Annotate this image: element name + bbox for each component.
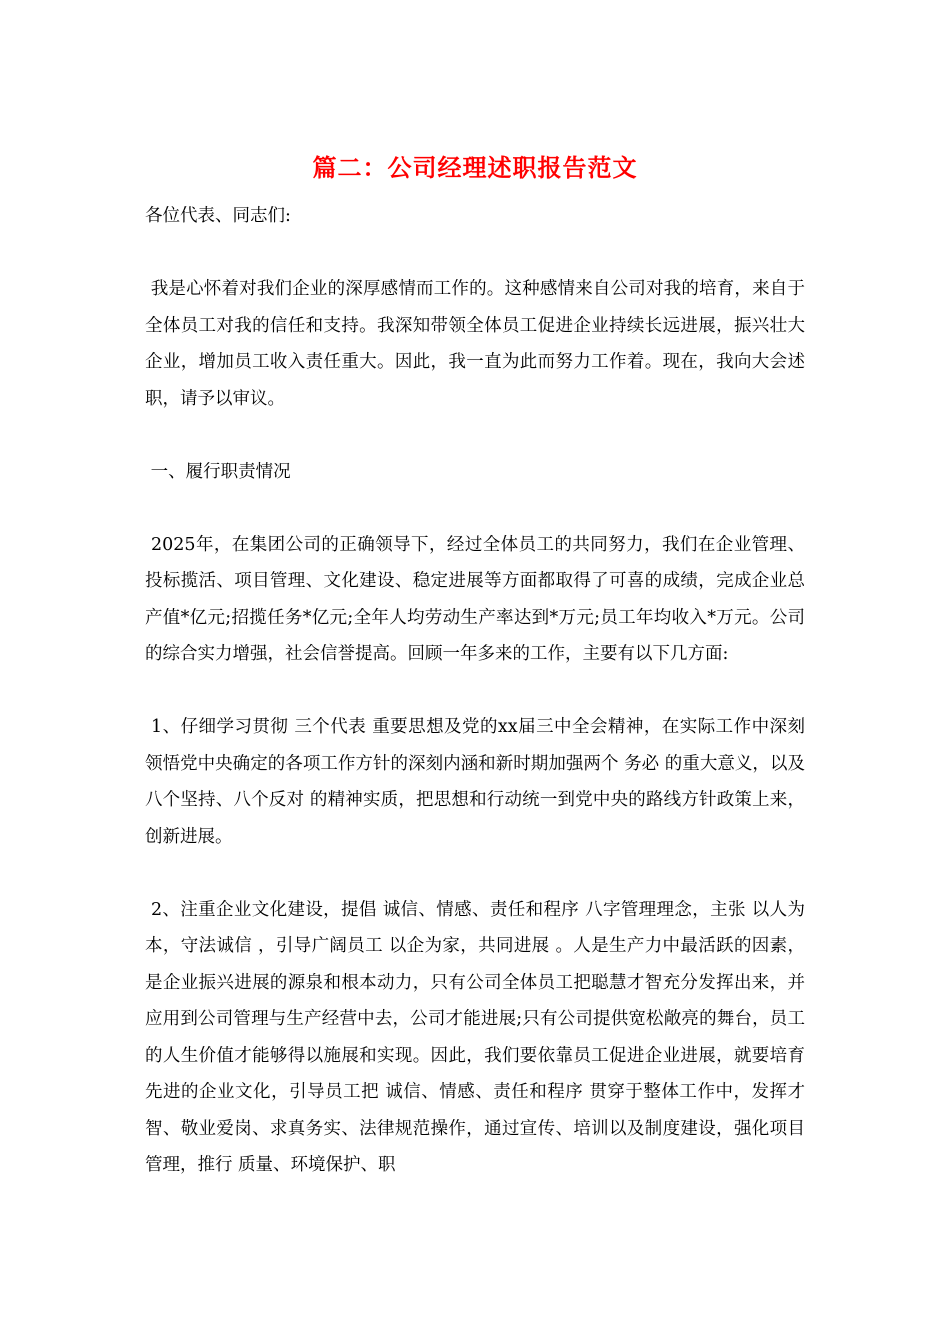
document-title: 篇二：公司经理述职报告范文 [312,153,638,182]
paragraph-gap [145,235,805,272]
document-body [145,198,811,1184]
greeting: 各位代表、同志们: [145,206,291,226]
paragraph-intro: 我是心怀着对我们企业的深厚感情而工作的。这种感情来自公司对我的培育，来自于全体员工对我的信任和支持。我深知带领全体员工促进企业持续长远进展，振兴壮大企业，增加员工收入责任重大。因此，我一直为此而努力工作着。现在，我向大会述职，请予以审议。 [145,279,805,409]
paragraph-gap [145,855,805,892]
paragraph-point-1: 1、仔细学习贯彻 三个代表 重要思想及党的xx届三中全会精神，在实际工作中深刻领悟党中央确定的各项工作方针的深刻内涵和新时期加强两个 务必 的重大意义，以及 八个坚持、八个反对 的精神实质，把思想和行动统一到党中央的路线方针政策上来，创新进展。 [145,717,811,847]
paragraph-gap [145,490,805,527]
paragraph-achievements: 2025年，在集团公司的正确领导下，经过全体员工的共同努力，我们在企业管理、投标揽活、项目管理、文化建设、稳定进展等方面都取得了可喜的成绩，完成企业总产值*亿元;招揽任务*亿元;全年人均劳动生产率达到*万元;员工年均收入*万元。公司的综合实力增强，社会信誉提高。回顾一年多来的工作，主要有以下几方面: [145,534,805,664]
paragraph-gap [145,673,805,710]
paragraph-point-2: 2、注重企业文化建设，提倡 诚信、情感、责任和程序 八字管理理念，主张 以人为本，守法诚信 ，引导广阔员工 以企为家，共同进展 。人是生产力中最活跃的因素，是企业振兴进展的源泉和根本动力，只有公司全体员工把聪慧才智充分发挥出来，并应用到公司管理与生产经营中去，公司才能进展;只有公司提供宽松敞亮的舞台，员工的人生价值才能够得以施展和实现。因此，我们要依靠员工促进企业进展，就要培育先进的企业文化，引导员工把 诚信、情感、责任和程序 贯穿于整体工作中，发挥才智、敬业爱岗、求真务实、法律规范操作，通过宣传、培训以及制度建设，强化项目管理，推行 质量、环境保护、职 [145,899,805,1175]
section-heading: 一、履行职责情况 [145,461,291,482]
paragraph-gap [145,417,805,454]
